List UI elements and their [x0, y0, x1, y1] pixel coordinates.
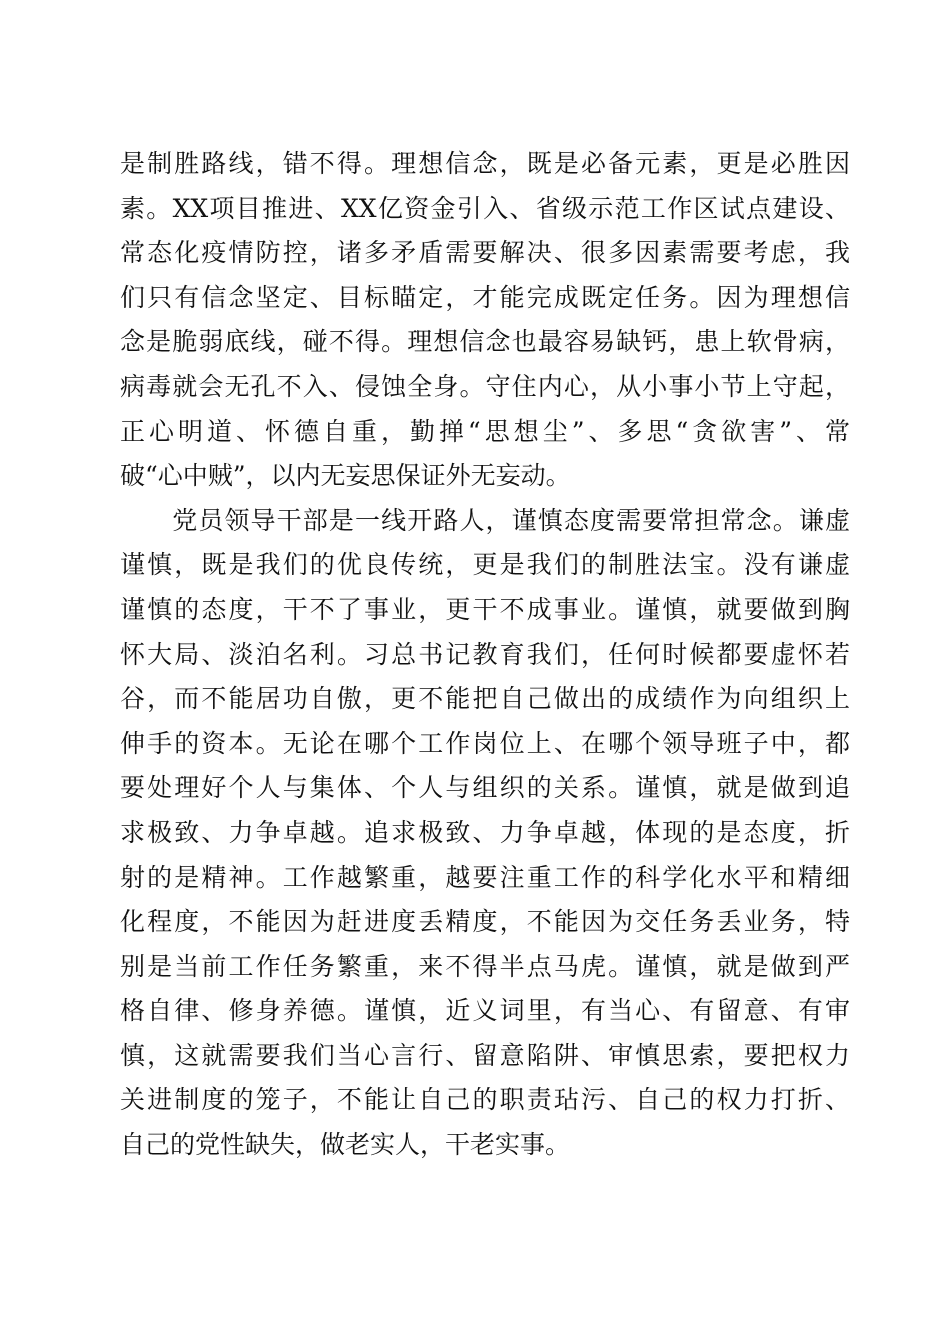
text-line: 慎，这就需要我们当心言行、留意陷阱、审慎思索，要把权力	[120, 1040, 850, 1070]
text-line: 谨慎的态度，干不了事业，更干不成事业。谨慎，就要做到胸	[120, 594, 850, 624]
text-line: 谨慎，既是我们的优良传统，更是我们的制胜法宝。没有谦虚	[120, 550, 850, 580]
text-line: 关进制度的笼子，不能让自己的职责玷污、自己的权力打折、	[120, 1085, 850, 1115]
text-line: 正心明道、怀德自重，勤掸“思想尘”、多思“贪欲害”、常	[120, 416, 850, 446]
text-line: 素。XX项目推进、XX亿资金引入、省级示范工作区试点建设、	[120, 193, 850, 223]
text-line: 射的是精神。工作越繁重，越要注重工作的科学化水平和精细	[120, 862, 850, 892]
text-line: 化程度，不能因为赶进度丢精度，不能因为交任务丢业务，特	[120, 907, 850, 937]
text-line: 要处理好个人与集体、个人与组织的关系。谨慎，就是做到追	[120, 773, 850, 803]
text-line: 格自律、修身养德。谨慎，近义词里，有当心、有留意、有审	[120, 996, 850, 1026]
text-line: 念是脆弱底线，碰不得。理想信念也最容易缺钙，患上软骨病，	[120, 327, 850, 357]
text-line: 是制胜路线，错不得。理想信念，既是必备元素，更是必胜因	[120, 149, 850, 178]
text-line: 谷，而不能居功自傲，更不能把自己做出的成绩作为向组织上	[120, 684, 850, 714]
paragraph-2	[120, 499, 850, 1168]
text-line: 求极致、力争卓越。追求极致、力争卓越，体现的是态度，折	[120, 817, 850, 847]
paragraph-1	[120, 142, 850, 499]
text-line: 们只有信念坚定、目标瞄定，才能完成既定任务。因为理想信	[120, 282, 850, 312]
text-line: 破“心中贼”，以内无妄思保证外无妄动。	[120, 461, 571, 491]
text-line: 别是当前工作任务繁重，来不得半点马虎。谨慎，就是做到严	[120, 951, 850, 981]
text-line: 病毒就会无孔不入、侵蚀全身。守住内心，从小事小节上守起，	[120, 371, 850, 401]
text-line: 自己的党性缺失，做老实人，干老实事。	[120, 1130, 571, 1160]
document-body	[120, 142, 850, 1168]
text-line: 怀大局、淡泊名利。习总书记教育我们，任何时候都要虚怀若	[120, 639, 850, 669]
text-line: 伸手的资本。无论在哪个工作岗位上、在哪个领导班子中，都	[120, 728, 850, 758]
text-line: 常态化疫情防控，诸多矛盾需要解决、很多因素需要考虑，我	[120, 238, 850, 268]
text-line: 党员领导干部是一线开路人，谨慎态度需要常担常念。谦虚	[120, 505, 850, 535]
